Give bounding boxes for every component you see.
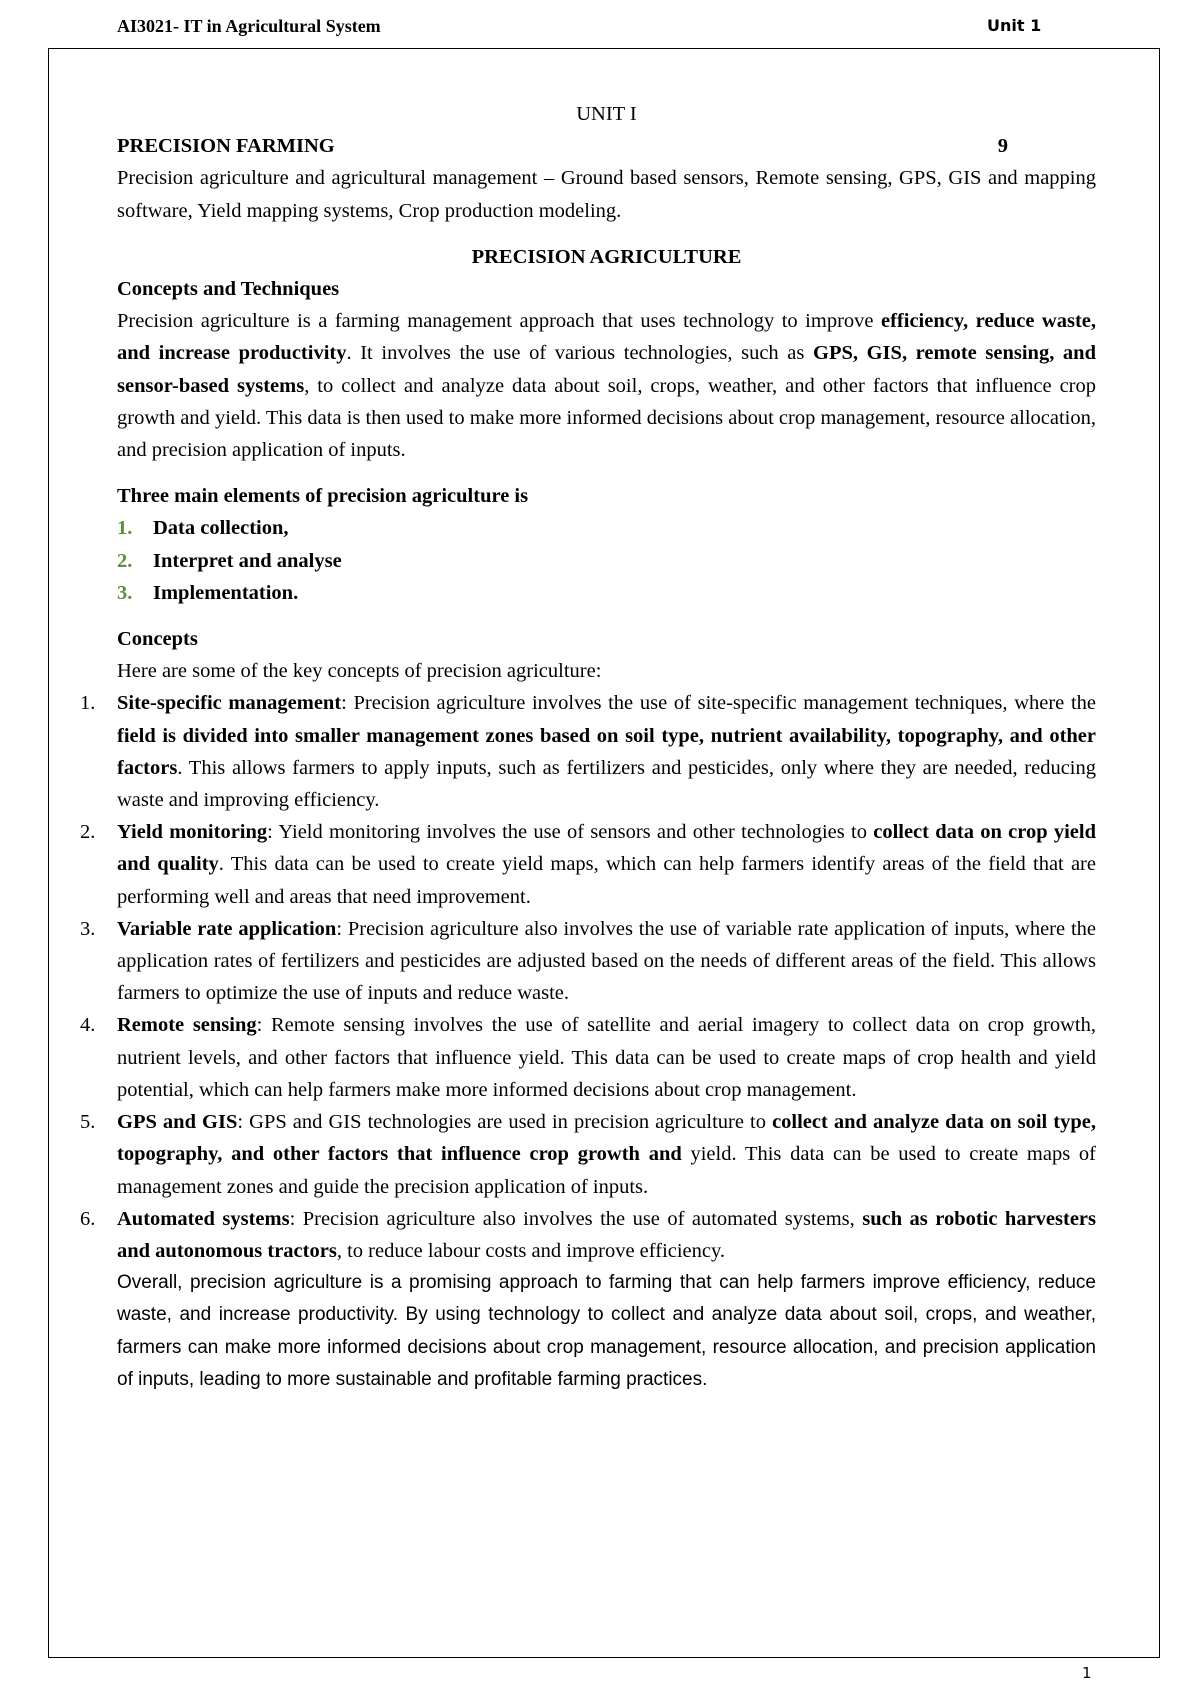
list-item xyxy=(117,545,1096,577)
concept-text: , to reduce labour costs and improve efficiency. xyxy=(336,1239,726,1262)
concept-text: yield. This data can be used to create maps of management zones and guide the precision application of inputs. xyxy=(117,1143,1097,1198)
concept-number: 6. xyxy=(80,1207,96,1230)
syllabus-title: PRECISION FARMING xyxy=(117,135,335,158)
concept-item xyxy=(80,1203,1097,1267)
page-number: 1 xyxy=(1082,1664,1092,1682)
concept-term: Remote sensing xyxy=(117,1014,257,1037)
concept-text: : Precision agriculture involves the use of site-specific management techniques, where the xyxy=(341,692,1096,715)
concept-text: . This allows farmers to apply inputs, such as fertilizers and pesticides, only where they are needed, reducing waste and improving efficiency. xyxy=(117,756,1096,812)
paragraph-emphasis: efficiency, reduce waste, and increase productivity xyxy=(117,310,1096,365)
list-item xyxy=(117,512,1096,544)
concept-term: GPS and GIS xyxy=(117,1111,238,1134)
syllabus-description: Precision agriculture and agricultural management – Ground based sensors, Remote sensing, GPS, GIS and mapping software, Yield mapping systems, Crop production modeling. xyxy=(117,167,1096,222)
concepts-techniques-paragraph xyxy=(117,305,1096,466)
concepts-techniques-heading: Concepts and Techniques xyxy=(117,278,340,301)
concept-item xyxy=(80,1009,1096,1106)
list-number: 2. xyxy=(117,549,133,572)
concept-item xyxy=(80,687,1096,816)
unit-heading: UNIT I xyxy=(576,103,637,125)
syllabus-title-row xyxy=(117,130,1096,162)
concept-text: : Remote sensing involves the use of satellite and aerial imagery to collect data on crop growth, nutrient levels, and other factors that influence yield. This data can be used to create maps of crop health and yield potential, which can help farmers make more informed decisions about crop management. xyxy=(117,1014,1096,1101)
concept-emphasis: such as robotic harvesters and autonomous tractors xyxy=(117,1207,1097,1262)
syllabus-hours: 9 xyxy=(997,135,1008,158)
section-title: PRECISION AGRICULTURE xyxy=(471,245,742,268)
concepts-intro: Here are some of the key concepts of precision agriculture: xyxy=(117,660,602,683)
list-item xyxy=(117,577,1096,609)
list-label: Interpret and analyse xyxy=(153,549,342,572)
concept-number: 1. xyxy=(80,692,96,715)
concept-text: : Precision agriculture also involves the use of automated systems, xyxy=(289,1207,863,1230)
concept-text: . This data can be used to create yield maps, which can help farmers identify areas of the field that are performing well and areas that need improvement. xyxy=(117,853,1096,908)
concepts-heading: Concepts xyxy=(117,628,198,651)
elements-heading: Three main elements of precision agriculture is xyxy=(117,485,529,508)
header-course-title: AI3021- IT in Agricultural System xyxy=(117,16,381,36)
elements-list xyxy=(117,512,1096,609)
concept-emphasis: field is divided into smaller management zones based on soil type, nutrient availability, topography, and other factors xyxy=(117,724,1096,779)
concept-item xyxy=(80,1106,1097,1203)
concept-item xyxy=(80,816,1097,913)
list-label: Data collection, xyxy=(153,517,289,540)
concept-text: : Precision agriculture also involves the use of variable rate application of inputs, where the application rates of fertilizers and pesticides are adjusted based on the needs of different areas of the field. This allows farmers to optimize the use of inputs and reduce waste. xyxy=(117,917,1096,1005)
concept-term: Yield monitoring xyxy=(117,821,268,844)
list-number: 3. xyxy=(117,581,133,604)
concept-term: Site-specific management xyxy=(117,692,342,715)
list-label: Implementation. xyxy=(153,581,299,604)
concept-item xyxy=(80,913,1096,1010)
concepts-list xyxy=(80,687,1097,1267)
concept-emphasis: collect data on crop yield and quality xyxy=(117,821,1097,876)
concept-emphasis: collect and analyze data on soil type, topography, and other factors that influence crop growth and xyxy=(117,1111,1097,1166)
paragraph-text: , to collect and analyze data about soil, crops, weather, and other factors that influence crop growth and yield. This data is then used to make more informed decisions about crop management, resource allocation, and precision application of inputs. xyxy=(117,374,1096,462)
concept-term: Automated systems xyxy=(117,1207,290,1230)
page-content xyxy=(80,98,1097,1396)
list-number: 1. xyxy=(117,517,133,540)
concept-number: 4. xyxy=(80,1014,96,1037)
overall-paragraph: Overall, precision agriculture is a promising approach to farming that can help farmers improve efficiency, reduce waste, and increase productivity. By using technology to collect and analyze data about soil, crops, and weather, farmers can make more informed decisions about crop management, resource allocation, and precision application of inputs, leading to more sustainable and profitable farming practices. xyxy=(117,1272,1096,1390)
concept-number: 5. xyxy=(80,1111,96,1134)
header-unit-label: Unit 1 xyxy=(987,16,1042,35)
paragraph-text: Precision agriculture is a farming management approach that uses technology to improve xyxy=(117,310,881,333)
concept-term: Variable rate application xyxy=(117,917,337,940)
concept-text: : GPS and GIS technologies are used in precision agriculture to xyxy=(237,1111,773,1134)
concept-number: 2. xyxy=(80,821,96,844)
paragraph-text: . It involves the use of various technologies, such as xyxy=(346,342,813,365)
concept-text: : Yield monitoring involves the use of sensors and other technologies to xyxy=(267,821,874,844)
paragraph-emphasis: GPS, GIS, remote sensing, and sensor-based systems xyxy=(117,342,1096,397)
concept-number: 3. xyxy=(80,917,96,940)
